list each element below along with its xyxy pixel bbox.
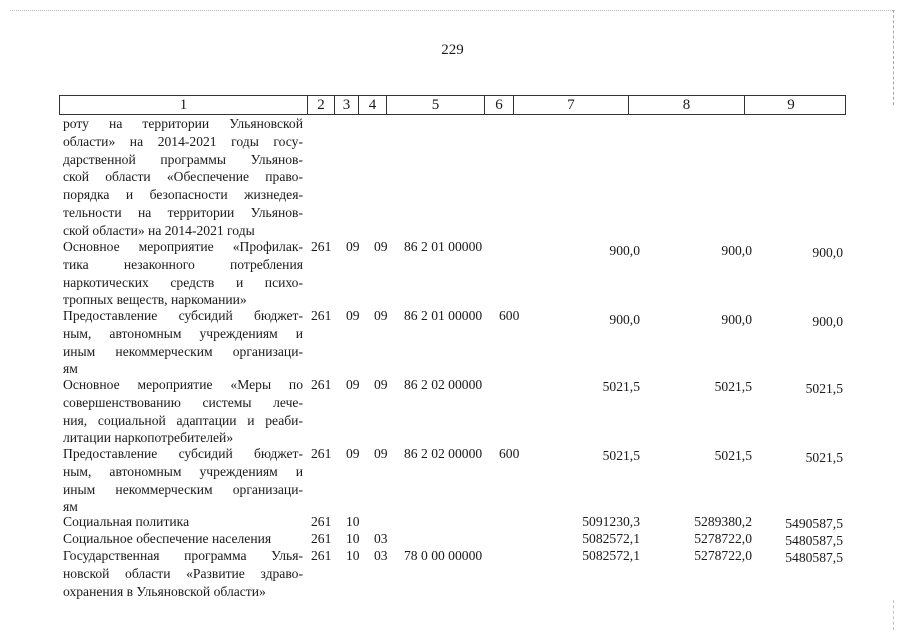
description-line: Государственная программа Улья-	[63, 548, 303, 563]
cell-section: 10	[346, 514, 360, 529]
cell-amount-col9: 5490587,5	[785, 516, 843, 531]
cell-section: 09	[346, 377, 360, 392]
description-line: иным некоммерческим организаци-	[63, 343, 303, 359]
table-header-row	[59, 95, 846, 115]
description-line: новской области «Развитие здраво-	[63, 565, 303, 581]
cell-amount-col9: 5480587,5	[785, 550, 843, 565]
cell-amount-col7: 5082572,1	[582, 531, 640, 546]
description-line: Основное мероприятие «Меры по	[63, 377, 303, 392]
description-line: Предоставление субсидий бюджет-	[63, 446, 303, 461]
description-line: ния, социальной адаптации и реаби-	[63, 412, 303, 428]
description-line: тика незаконного потребления	[63, 256, 303, 272]
column-header-7: 7	[514, 96, 629, 114]
description-line: совершенствованию системы лече-	[63, 394, 303, 410]
cell-section: 09	[346, 446, 360, 461]
cell-section: 09	[346, 239, 360, 254]
page-number: 229	[441, 42, 464, 58]
cell-amount-col9: 5480587,5	[785, 533, 843, 548]
description-line: литации наркопотребителей»	[63, 430, 234, 446]
cell-target-article: 86 2 01 00000	[404, 308, 483, 323]
cell-ministry-code: 261	[311, 239, 332, 254]
description-line: ям	[63, 361, 78, 377]
description-line: Социальное обеспечение населения	[63, 531, 272, 546]
row-description	[63, 547, 303, 600]
column-header-6: 6	[485, 96, 514, 114]
cell-ministry-code: 261	[311, 446, 332, 461]
cell-ministry-code: 261	[311, 531, 332, 546]
description-line: ской области «Обеспечение право-	[63, 169, 303, 185]
column-header-1: 1	[60, 96, 308, 114]
cell-subsection: 09	[374, 239, 388, 254]
scan-edge-right-lower	[893, 600, 894, 630]
cell-amount-col8: 900,0	[721, 312, 752, 327]
column-header-2: 2	[308, 96, 335, 114]
description-line: области» на 2014-2021 годы госу-	[63, 133, 303, 149]
cell-subsection: 09	[374, 446, 388, 461]
cell-amount-col8: 5021,5	[714, 379, 752, 394]
cell-target-article: 78 0 00 00000	[404, 548, 483, 563]
cell-ministry-code: 261	[311, 377, 332, 392]
description-line: порядка и безопасности жизнедея-	[63, 187, 303, 203]
row-description	[63, 530, 303, 548]
column-header-8: 8	[629, 96, 745, 114]
description-line: наркотических средств и психо-	[63, 274, 303, 290]
description-line: ным, автономным учреждениям и	[63, 325, 303, 341]
cell-subsection: 03	[374, 531, 388, 546]
cell-amount-col7: 5091230,3	[582, 514, 640, 529]
scan-edge-top	[10, 10, 895, 11]
cell-amount-col7: 5021,5	[602, 448, 640, 463]
row-description	[63, 376, 303, 447]
cell-amount-col9: 5021,5	[805, 381, 843, 396]
cell-subsection: 09	[374, 308, 388, 323]
cell-amount-col8: 5289380,2	[694, 514, 752, 529]
description-line: ным, автономным учреждениям и	[63, 463, 303, 479]
cell-ministry-code: 261	[311, 308, 332, 323]
cell-amount-col8: 900,0	[721, 243, 752, 258]
description-line: тельности на территории Ульянов-	[63, 204, 303, 220]
column-header-3: 3	[335, 96, 359, 114]
cell-amount-col8: 5278722,0	[694, 548, 752, 563]
description-line: ям	[63, 499, 78, 515]
cell-expense-type: 600	[499, 308, 520, 323]
row-description	[63, 445, 303, 516]
description-line: ской области» на 2014-2021 годы	[63, 222, 255, 238]
description-line: Основное мероприятие «Профилак-	[63, 239, 303, 254]
cell-amount-col9: 5021,5	[805, 450, 843, 465]
cell-amount-col8: 5021,5	[714, 448, 752, 463]
cell-amount-col8: 5278722,0	[694, 531, 752, 546]
description-line: тропных веществ, наркомании»	[63, 292, 247, 308]
description-line: дарственной программы Ульянов-	[63, 151, 303, 167]
cell-amount-col7: 5082572,1	[582, 548, 640, 563]
row-description	[63, 238, 303, 309]
cell-section: 09	[346, 308, 360, 323]
cell-amount-col9: 900,0	[812, 314, 843, 329]
cell-section: 10	[346, 548, 360, 563]
cell-ministry-code: 261	[311, 548, 332, 563]
row-description	[63, 115, 303, 240]
cell-subsection: 09	[374, 377, 388, 392]
description-line: Социальная политика	[63, 514, 190, 529]
cell-target-article: 86 2 02 00000	[404, 377, 483, 392]
cell-section: 10	[346, 531, 360, 546]
cell-expense-type: 600	[499, 446, 520, 461]
cell-amount-col7: 900,0	[609, 243, 640, 258]
description-line: роту на территории Ульяновской	[63, 116, 303, 131]
cell-target-article: 86 2 01 00000	[404, 239, 483, 254]
column-header-9: 9	[787, 97, 795, 113]
description-line: охранения в Ульяновской области»	[63, 583, 266, 599]
row-description	[63, 307, 303, 378]
description-line: иным некоммерческим организаци-	[63, 481, 303, 497]
description-line: Предоставление субсидий бюджет-	[63, 308, 303, 323]
cell-amount-col9: 900,0	[812, 245, 843, 260]
row-description	[63, 513, 303, 531]
column-header-5: 5	[387, 96, 485, 114]
cell-subsection: 03	[374, 548, 388, 563]
cell-amount-col7: 900,0	[609, 312, 640, 327]
cell-ministry-code: 261	[311, 514, 332, 529]
column-header-4: 4	[359, 96, 387, 114]
cell-target-article: 86 2 02 00000	[404, 446, 483, 461]
cell-amount-col7: 5021,5	[602, 379, 640, 394]
